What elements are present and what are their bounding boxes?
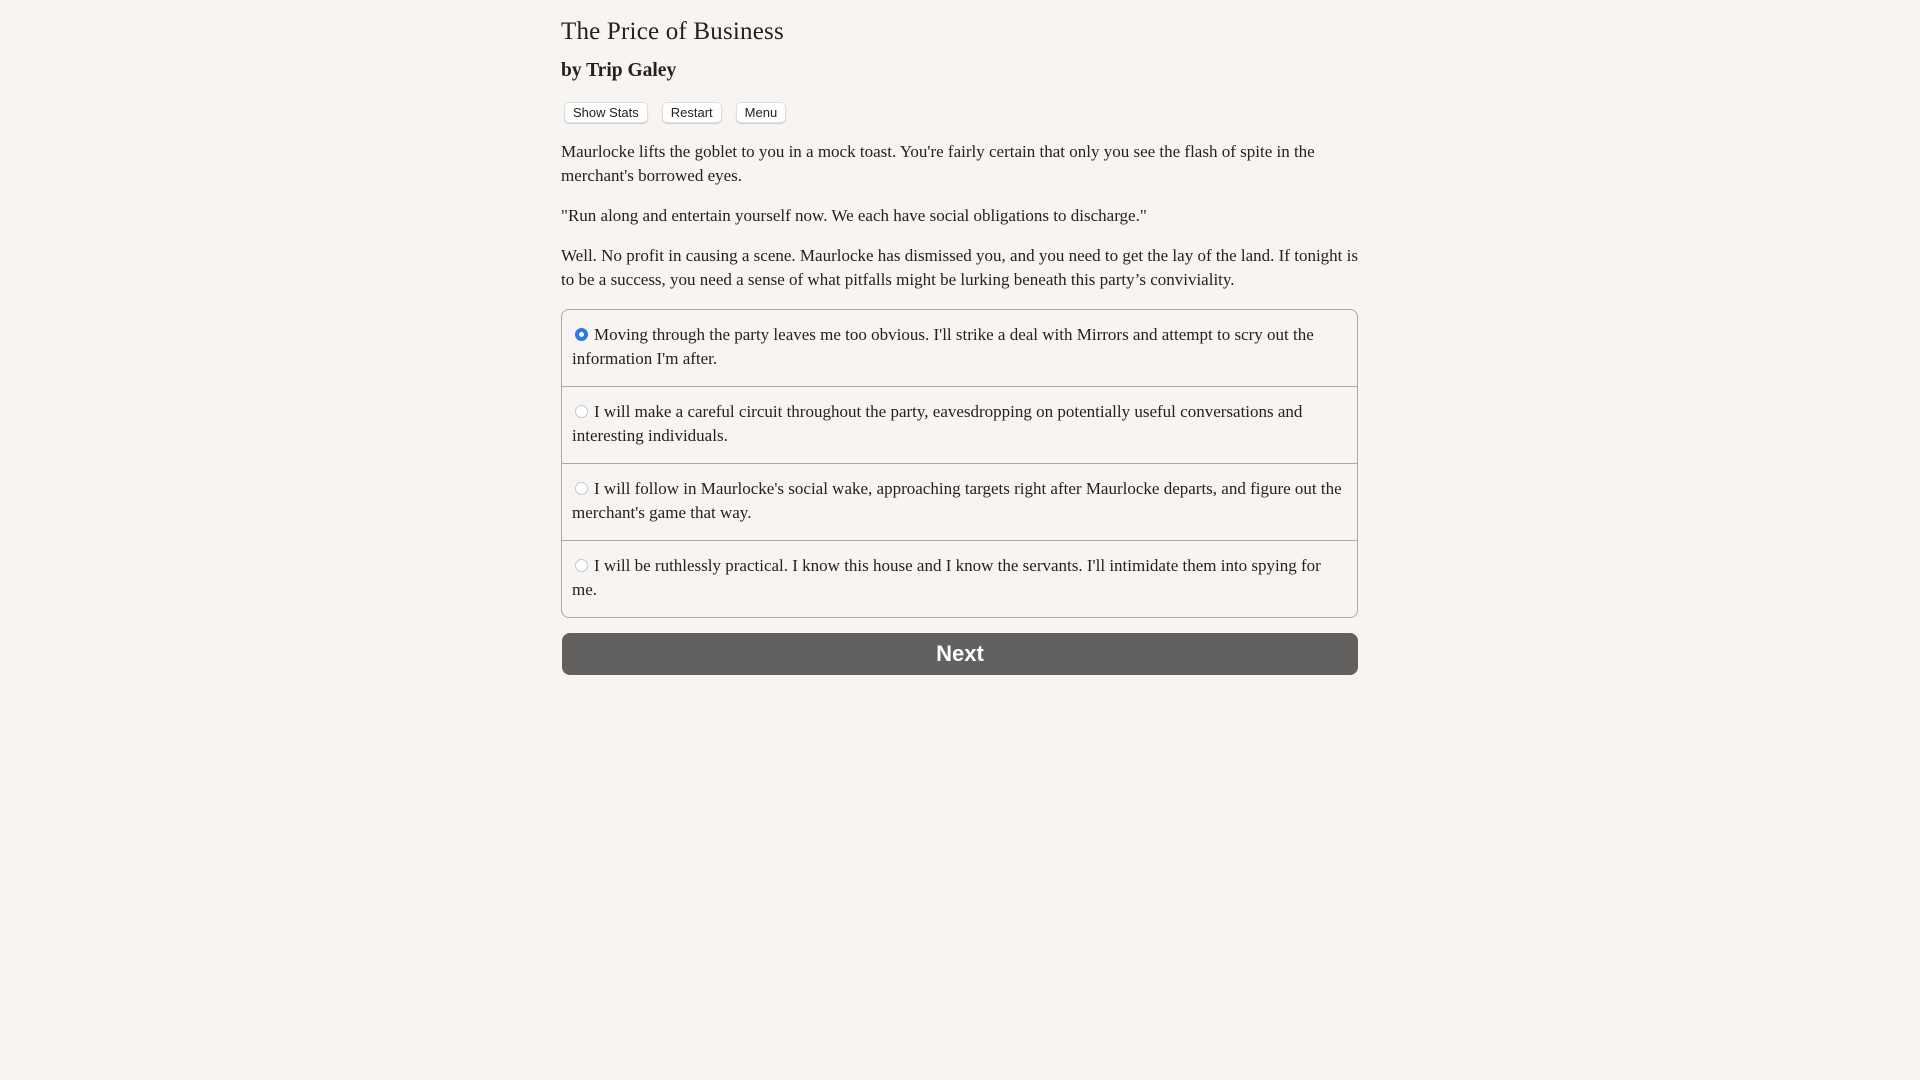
passage-paragraph: Maurlocke lifts the goblet to you in a mock toast. You're fairly certain that only you see the flash of spite in the merchant's borrowed eyes. <box>561 142 1315 185</box>
game-title: The Price of Business <box>561 18 784 45</box>
story-passage <box>561 140 1358 308</box>
toolbar <box>564 102 786 123</box>
author-byline: by Trip Galey <box>561 60 677 81</box>
next-button[interactable]: Next <box>562 633 1358 675</box>
choice-option-1[interactable] <box>562 310 1357 386</box>
radio-unselected-icon[interactable] <box>575 405 588 418</box>
menu-button[interactable]: Menu <box>736 102 787 123</box>
choice-option-4[interactable] <box>562 540 1357 617</box>
choice-option-3[interactable] <box>562 463 1357 540</box>
passage-paragraph: Well. No profit in causing a scene. Maurlocke has dismissed you, and you need to get the lay of the land. If tonight is to be a success, you need a sense of what pitfalls might be lurking beneath this party’s conviviality. <box>561 246 1358 289</box>
radio-selected-icon[interactable] <box>575 328 588 341</box>
radio-unselected-icon[interactable] <box>575 482 588 495</box>
passage-paragraph: "Run along and entertain yourself now. We each have social obligations to discharge." <box>561 206 1147 225</box>
choice-label: Moving through the party leaves me too obvious. I'll strike a deal with Mirrors and attempt to scry out the information I'm after. <box>572 325 1314 368</box>
radio-unselected-icon[interactable] <box>575 559 588 572</box>
show-stats-button[interactable]: Show Stats <box>564 102 648 123</box>
choice-label: I will follow in Maurlocke's social wake, approaching targets right after Maurlocke departs, and figure out the merchant's game that way. <box>572 479 1342 522</box>
restart-button[interactable]: Restart <box>662 102 722 123</box>
choice-label: I will make a careful circuit throughout the party, eavesdropping on potentially useful conversations and interesting individuals. <box>572 402 1303 445</box>
choice-label: I will be ruthlessly practical. I know this house and I know the servants. I'll intimidate them into spying for me. <box>572 556 1321 599</box>
choice-option-2[interactable] <box>562 386 1357 463</box>
choice-list <box>561 309 1358 618</box>
